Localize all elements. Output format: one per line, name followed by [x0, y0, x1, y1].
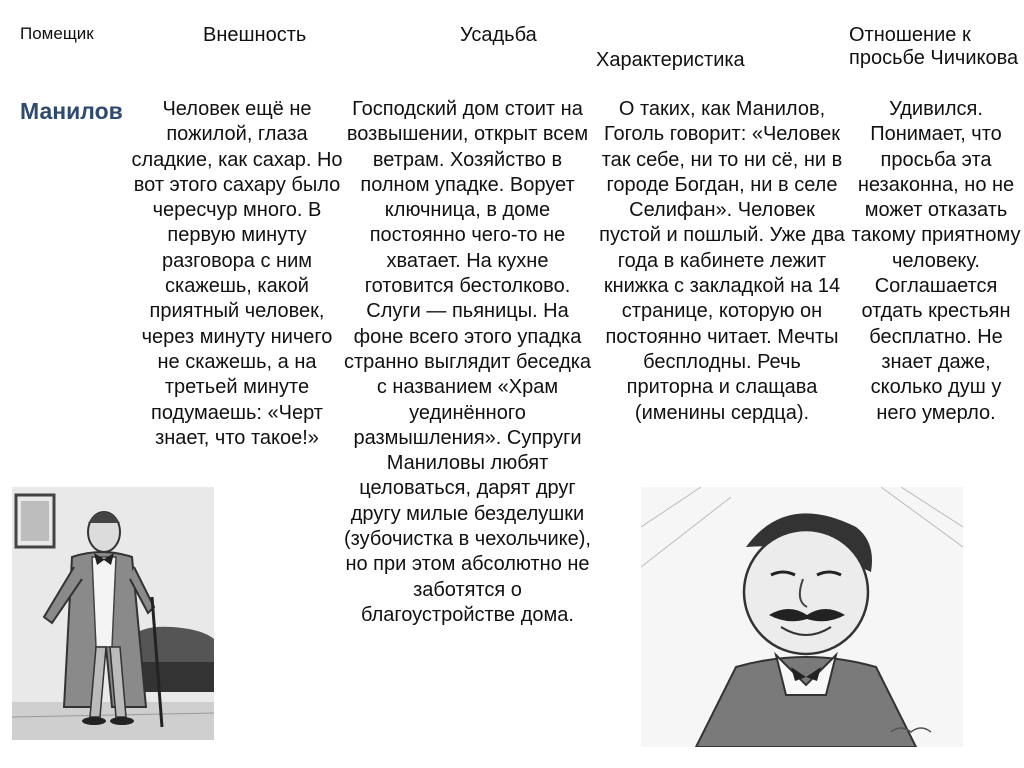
landowner-name: Манилов — [20, 98, 123, 124]
header-appearance: Внешность — [203, 24, 307, 46]
cell-attitude: Удивился. Понимает, что просьба эта незаконна, но не может отказать такому приятному человеку. Соглашается отдать крестьян бесплатно. Не знает даже, сколько душ у него умерло. — [851, 98, 1021, 424]
header-landowner: Помещик — [20, 24, 94, 43]
cell-estate: Господский дом стоит на возвышении, открыт всем ветрам. Хозяйство в полном упадке. Ворует ключница, в доме постоянно чего-то не хватает. На кухне готовится бестолково. Слуги — пьяницы. На фоне всего этого упадка странно выглядит беседка с названием «Храм уединённого размышления». Супруги Маниловы любят целоваться, дарят друг другу милые безделушки (зубочистка в чехольчике), но при этом абсолютно не заботятся о благоустройстве дома. — [343, 98, 592, 626]
cell-characteristic: О таких, как Манилов, Гоголь говорит: «Человек так себе, ни то ни сё, ни в городе Богдан, ни в селе Селифан». Человек пустой и пошлый. Уже два года в кабинете лежит книжка с закладкой на 14 странице, которую он постоянно читает. Мечты бесплодны. Речь приторна и слащава (именины сердца). — [599, 98, 845, 424]
header-estate: Усадьба — [460, 24, 537, 46]
header-attitude: Отношение к просьбе Чичикова — [849, 24, 1019, 69]
cell-appearance: Человек ещё не пожилой, глаза сладкие, как сахар. Но вот этого сахару было чересчур много. В первую минуту разговора с ним скажешь, какой приятный человек, через минуту ничего не скажешь, а на третьей минуте подумаешь: «Черт знает, что такое!» — [131, 98, 343, 449]
manilov-full-figure-illustration — [12, 487, 214, 740]
manilov-portrait-illustration — [641, 487, 963, 747]
header-characteristic: Характеристика — [596, 49, 745, 71]
